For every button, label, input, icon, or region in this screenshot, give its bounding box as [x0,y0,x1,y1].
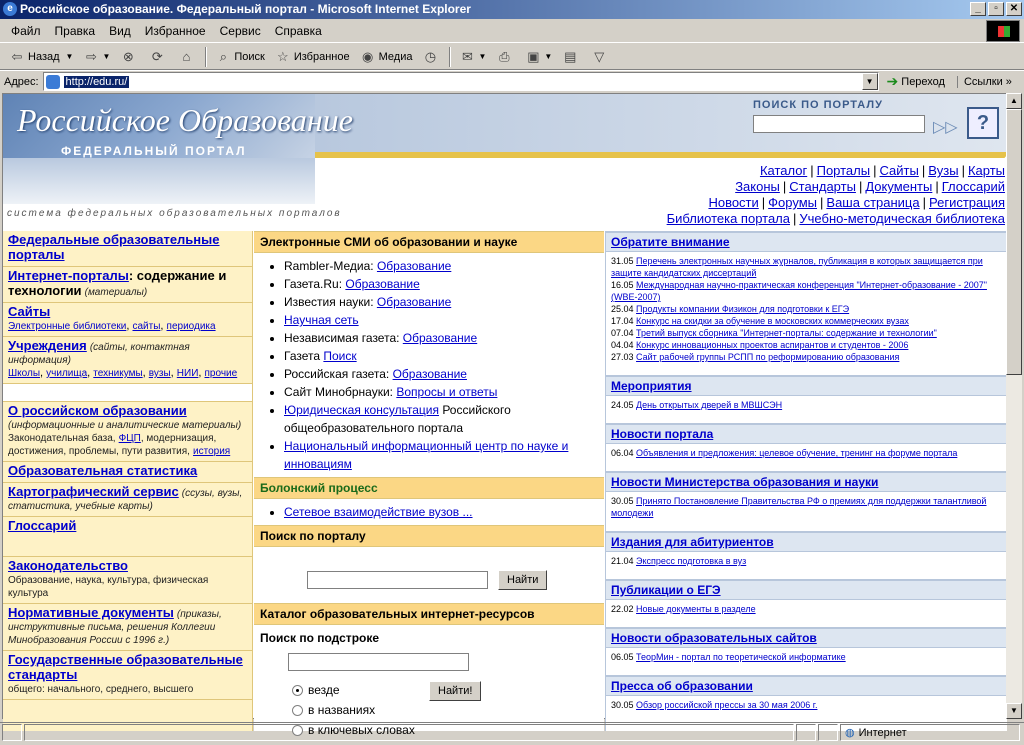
portal-news-list [606,444,1007,463]
back-button[interactable] [4,46,78,68]
legislation-link[interactable]: Законодательство [8,558,128,573]
nav-library[interactable]: Библиотека портала [666,211,790,226]
forward-arrow-icon: ⇨ [86,48,97,64]
legal-consult-link[interactable]: Юридическая консультация [284,403,439,417]
nav-maps[interactable]: Карты [967,163,1005,178]
sites-news-heading [606,627,1007,648]
press-list [606,696,1007,715]
address-label: Адрес: [4,75,39,88]
catalog-search-input[interactable] [288,653,469,671]
news-link[interactable]: Конкурс инновационных проектов аспирантов и студентов - 2006 [636,340,909,350]
fcp-link[interactable]: ФЦП [118,433,141,444]
about-txt1: Законодательная база, [8,433,116,444]
scroll-down-icon[interactable]: ▼ [1006,703,1022,719]
nav-universities[interactable]: Вузы [928,163,959,178]
mail-dropdown-icon[interactable]: ▼ [478,52,487,61]
normative-docs-sub: (приказы, инструктивные письма, решения Коллегии Минобразования России с 1996 г.) [8,609,222,646]
internet-portals-rest: : содержание и технологии [8,268,227,298]
address-input[interactable] [43,72,879,91]
list-item: 27.03 Сайт рабочей группы РСПП по реформированию образования [611,352,900,362]
portal-search [753,99,990,136]
menu-file[interactable]: Файл [11,23,41,38]
nav-standards[interactable]: Стандарты [789,179,856,194]
left-block-internet [3,267,252,303]
nav-row-2: Законы | Стандарты | Документы | Глоссарий [735,179,1005,194]
internet-portals-sub: (материалы) [84,287,148,298]
right-column [605,231,1007,731]
catalog-heading: Каталог образовательных интернет-ресурсов [254,603,604,625]
news-link[interactable]: ТеорМин - портал по теоретической информатике [636,652,846,662]
status-cell [796,724,816,741]
nav-laws[interactable]: Законы [735,179,780,194]
news-link[interactable]: Третий выпуск сборника "Интернет-порталы: содержание и технологии" [636,328,937,338]
globe-icon: ◍ [845,727,855,739]
universities-link[interactable]: вузы [148,368,171,379]
smi-link[interactable]: Образование [392,367,467,381]
messenger-icon: ▽ [594,48,605,64]
edit-button[interactable] [520,46,557,68]
list-item [284,437,598,473]
smi-link[interactable]: Научная сеть [284,313,359,327]
ministry-news-list [606,492,1007,523]
address-dropdown-icon[interactable]: ▼ [862,73,878,90]
close-button[interactable]: ✕ [1006,2,1022,16]
help-icon[interactable]: ? [967,107,999,139]
smi-heading: Электронные СМИ об образовании и науке [254,231,604,253]
print-icon: ⎙ [499,48,510,64]
news-link[interactable]: Продукты компании Физикон для подготовки к ЕГЭ [636,304,850,314]
nav-row-3: Новости | Форумы | Ваша страница | Регистрация [708,195,1005,210]
list-item: • Юридическая консультация Российского общеобразовательного портала [284,401,598,437]
print-button[interactable] [491,46,520,68]
toolbar [0,44,1024,70]
list-item: 31.05 Перечень электронных научных журналов, публикация в которых защищается при защите кандидатских диссертаций [611,256,983,278]
other-link[interactable]: прочие [204,368,238,379]
nav-glossary[interactable]: Глоссарий [941,179,1005,194]
search-go-icon[interactable]: ▷▷ [933,119,958,136]
internet-portals-link[interactable]: Интернет-порталы [8,268,129,283]
menu-bar [0,19,1024,43]
ege-list [606,600,1007,619]
portal-news-heading [606,423,1007,444]
search-label: Поиск [234,50,265,63]
ministry-news-heading [606,471,1007,492]
scroll-thumb[interactable] [1006,109,1022,375]
nav-portals[interactable]: Порталы [816,163,871,178]
back-arrow-icon: ⇦ [11,48,23,64]
periodicals-link[interactable]: периодика [166,321,216,332]
news-link[interactable]: Сайт рабочей группы РСПП по реформированию образования [636,352,900,362]
events-list [606,396,1007,415]
mid-search-form [254,547,604,603]
news-link[interactable]: Международная научно-практическая конференция "Интернет-образование - 2007" (WBE-2007) [611,280,987,302]
smi-list [254,253,604,477]
news-link[interactable]: Экспресс подготовка в вуз [636,556,747,566]
bologna-heading: Болонский процесс [254,477,604,499]
status-bar [0,722,1024,742]
catalog-subtitle: Поиск по подстроке [260,631,380,645]
middle-column [254,231,604,737]
bologna-list [254,499,604,525]
about-education-link[interactable]: О российском образовании [8,403,187,418]
status-zone: ◍ Интернет [840,724,1020,741]
status-cell [818,724,838,741]
nav-row-4: Библиотека портала | Учебно-методическая библиотека [666,211,1005,226]
media-icon: ◉ [361,48,374,64]
list-item: 24.05 День открытых дверей в МВШСЭН [611,400,783,410]
attention-list [606,252,1007,367]
back-dropdown-icon[interactable]: ▼ [65,52,74,61]
maximize-button[interactable]: ▫ [988,2,1004,16]
history-button[interactable] [417,46,446,68]
left-block-stats [3,462,252,483]
schools-link[interactable]: Школы [8,368,41,379]
smi-link[interactable]: Поиск [323,349,357,363]
left-block-federal [3,231,252,267]
list-item: • Независимая газета: Образование [284,329,598,347]
menu-help[interactable]: Справка [274,23,322,38]
go-button[interactable] [879,73,945,90]
home-icon: ⌂ [182,48,191,64]
radio-everywhere[interactable]: везде [292,683,340,697]
radio-dot-icon [292,705,303,716]
glossary-link[interactable]: Глоссарий [8,518,77,533]
events-heading [606,375,1007,396]
nav-catalog[interactable]: Каталог [759,163,808,178]
smi-link[interactable]: Образование [345,277,420,291]
radio-dot-icon [292,685,303,696]
nav-news[interactable]: Новости [708,195,759,210]
forward-dropdown-icon[interactable]: ▼ [102,52,111,61]
federal-portals-link[interactable]: Федеральные образовательные порталы [8,232,220,262]
list-item: 21.04 Экспресс подготовка в вуз [611,556,747,566]
list-item: • Газета.Ru: Образование [284,275,598,293]
favorites-icon: ☆ [277,48,289,64]
history-link[interactable]: история [193,446,231,457]
left-block-sites: Сайты Электронные библиотеки, сайты, периодика [3,303,252,337]
list-item: 06.05 ТеорМин - портал по теоретической информатике [611,652,846,662]
list-item: 07.04 Третий выпуск сборника "Интернет-порталы: содержание и технологии" [611,328,937,338]
elibraries-link[interactable]: Электронные библиотеки [8,321,127,332]
nav-row-1: Каталог | Порталы | Сайты | Вузы | Карты [759,163,1005,178]
edit-dropdown-icon[interactable]: ▼ [544,52,553,61]
vertical-scrollbar[interactable] [1006,93,1022,719]
windows-logo-icon [986,20,1020,42]
list-item: • Российская газета: Образование [284,365,598,383]
ege-link[interactable]: Публикации о ЕГЭ [611,583,721,597]
left-block-glossary [3,517,252,557]
portal-search-input[interactable] [753,115,925,133]
state-standards-txt: общего: начального, среднего, высшего [8,684,194,695]
applicants-link[interactable]: Издания для абитуриентов [611,535,774,549]
nav-documents[interactable]: Документы [865,179,933,194]
technicums-link[interactable]: техникумы [93,368,143,379]
institutions-sub: (сайты, контактная информация) [8,342,190,366]
portal-search-title: ПОИСК ПО ПОРТАЛУ [753,99,883,111]
forward-button[interactable] [78,46,115,68]
news-link[interactable]: Объявления и предложения: целевое обучение, тренинг на форуме портала [636,448,958,458]
colleges-link[interactable]: училища [46,368,88,379]
minimize-button[interactable]: _ [970,2,986,16]
sites-news-list [606,648,1007,667]
page-icon [46,75,60,89]
menu-tools[interactable]: Сервис [219,23,261,38]
toolbar-separator [205,47,207,67]
ie-icon: e [3,2,17,16]
list-item: • Газета Поиск [284,347,598,365]
left-block-institutions: Учреждения (сайты, контактная информация) Школы, училища, техникумы, вузы, НИИ, прочие [3,337,252,384]
attention-heading [606,231,1007,252]
list-item: 22.02 Новые документы в разделе [611,604,756,614]
go-arrow-icon: ➔ [886,73,899,89]
normative-docs-link[interactable]: Нормативные документы [8,605,174,620]
mail-button[interactable] [454,46,491,68]
list-item: 30.05 Обзор российской прессы за 30 мая 2006 г. [611,700,818,710]
site-banner [3,94,1007,231]
about-education-sub: (информационные и аналитические материалы) [8,420,242,431]
nav-forums[interactable]: Форумы [768,195,818,210]
site-logo[interactable]: Российское Образование [17,102,353,138]
search-icon: ⌕ [219,48,228,64]
mid-search-input[interactable] [307,571,488,589]
nii-link[interactable]: НИИ [176,368,199,379]
bologna-link[interactable]: Сетевое взаимодействие вузов ... [284,505,473,519]
applicants-list [606,552,1007,571]
banner-lower-art [3,158,315,204]
nav-register[interactable]: Регистрация [929,195,1005,210]
nic-link[interactable]: Национальный информационный центр по науке и инновациям [284,439,569,471]
list-item: 04.04 Конкурс инновационных проектов аспирантов и студентов - 2006 [611,340,909,350]
sites-link[interactable]: Сайты [8,304,51,319]
institutions-link[interactable]: Учреждения [8,338,87,353]
window-titlebar [0,0,1024,19]
refresh-icon: ⟳ [151,48,163,64]
applicants-heading [606,531,1007,552]
left-block-standards [3,651,252,700]
list-item: 30.05 Принято Постановление Правительства РФ о премиях для поддержки талантливой молодежи [611,496,987,518]
stop-button[interactable] [115,46,144,68]
list-item: 16.05 Международная научно-практическая конференция "Интернет-образование - 2007" (WBE-2007) [611,280,987,302]
discuss-button[interactable] [557,46,586,68]
sites-news-link[interactable]: Новости образовательных сайтов [611,631,817,645]
top-nav [667,163,1005,227]
news-link[interactable]: Конкурс на скидки за обучение в московских коммерческих вузах [636,316,909,326]
smi-link[interactable]: Образование [376,259,452,273]
menu-view[interactable]: Вид [109,23,131,38]
nav-method-library[interactable]: Учебно-методическая библиотека [799,211,1005,226]
address-url[interactable]: http://edu.ru/ [65,75,128,88]
smi-link[interactable]: Образование [402,331,478,345]
about-txt2: , модернизация, достижения, проблемы, пути развития, [8,433,217,457]
mail-icon: ✉ [462,48,473,64]
events-link[interactable]: Мероприятия [611,379,692,393]
menu-edit[interactable]: Правка [54,23,96,38]
back-label: Назад [28,50,60,63]
address-bar [0,70,1024,92]
favorites-label: Избранное [293,50,350,63]
status-page-icon [2,724,22,741]
links-button[interactable]: Ссылки [957,76,1003,88]
mid-search-button[interactable]: Найти [498,570,547,590]
list-item: 06.04 Объявления и предложения: целевое обучение, тренинг на форуме портала [611,448,958,458]
discuss-icon: ▤ [564,48,577,64]
radio-keywords[interactable]: в ключевых словах [292,723,415,737]
ministry-news-link[interactable]: Новости Министерства образования и науки [611,475,879,489]
news-link[interactable]: День открытых дверей в МВШСЭН [636,400,783,410]
cartography-link[interactable]: Картографический сервис [8,484,179,499]
news-link[interactable]: Принято Постановление Правительства РФ о премиях для поддержки талантливой молодежи [611,496,987,518]
favorites-button[interactable] [270,46,355,68]
ege-heading [606,579,1007,600]
history-icon: ◷ [424,48,437,64]
legislation-txt: Образование, наука, культура, физическая культура [8,575,209,599]
attention-link[interactable]: Обратите внимание [611,235,730,249]
news-link[interactable]: Перечень электронных научных журналов, публикация в которых защищается при защите кандидатских диссертаций [611,256,983,278]
window-title: Российское образование. Федеральный портал - Microsoft Internet Explorer [20,2,471,16]
system-tagline: система федеральных образовательных порталов [7,208,342,219]
toolbar-separator [449,47,451,67]
stop-icon: ⊗ [122,48,134,64]
refresh-button[interactable] [144,46,173,68]
news-link[interactable]: Обзор российской прессы за 30 мая 2006 г. [636,700,818,710]
messenger-button[interactable] [586,46,615,68]
press-link[interactable]: Пресса об образовании [611,679,753,693]
radio-titles[interactable]: в названиях [292,703,375,717]
search-button[interactable] [210,46,269,68]
left-column [3,231,253,731]
catalog-search-button[interactable]: Найти! [429,681,481,701]
left-block-maps [3,483,252,517]
media-button[interactable] [355,46,418,68]
cartography-sub: (ссузы, вузы, статистика, учебные карты) [8,488,243,512]
status-message [24,724,794,741]
edit-icon: ▣ [527,48,540,64]
smi-link[interactable]: Образование [376,295,452,309]
page-viewport [2,93,1006,737]
left-block-law [3,557,252,604]
links-chevron-icon[interactable]: » [1005,75,1012,88]
sites-sub-link[interactable]: сайты [132,321,161,332]
portal-news-link[interactable]: Новости портала [611,427,714,441]
left-block-about [3,402,252,462]
list-item: 25.04 Продукты компании Физикон для подготовки к ЕГЭ [611,304,850,314]
list-item: • Сайт Минобрнауки: Вопросы и ответы [284,383,598,401]
press-heading [606,675,1007,696]
media-label: Медиа [378,50,413,63]
statistics-link[interactable]: Образовательная статистика [8,463,198,478]
menu-favorites[interactable]: Избранное [144,23,206,38]
search-heading: Поиск по порталу [254,525,604,547]
smi-link[interactable]: Вопросы и ответы [396,385,498,399]
list-item: • Известия науки: Образование [284,293,598,311]
left-spacer [3,384,252,402]
scroll-up-icon[interactable]: ▲ [1006,93,1022,109]
list-item: • Rambler-Медиа: Образование [284,257,598,275]
nav-your-page[interactable]: Ваша страница [826,195,920,210]
go-label: Переход [901,75,945,88]
home-button[interactable] [173,46,202,68]
site-subtitle: ФЕДЕРАЛЬНЫЙ ПОРТАЛ [61,144,247,158]
list-item [284,311,598,329]
news-link[interactable]: Новые документы в разделе [636,604,756,614]
list-item: 17.04 Конкурс на скидки за обучение в московских коммерческих вузах [611,316,909,326]
left-block-normative [3,604,252,651]
list-item [284,503,598,521]
state-standards-link[interactable]: Государственные образовательные стандарты [8,652,243,682]
nav-sites[interactable]: Сайты [879,163,919,178]
